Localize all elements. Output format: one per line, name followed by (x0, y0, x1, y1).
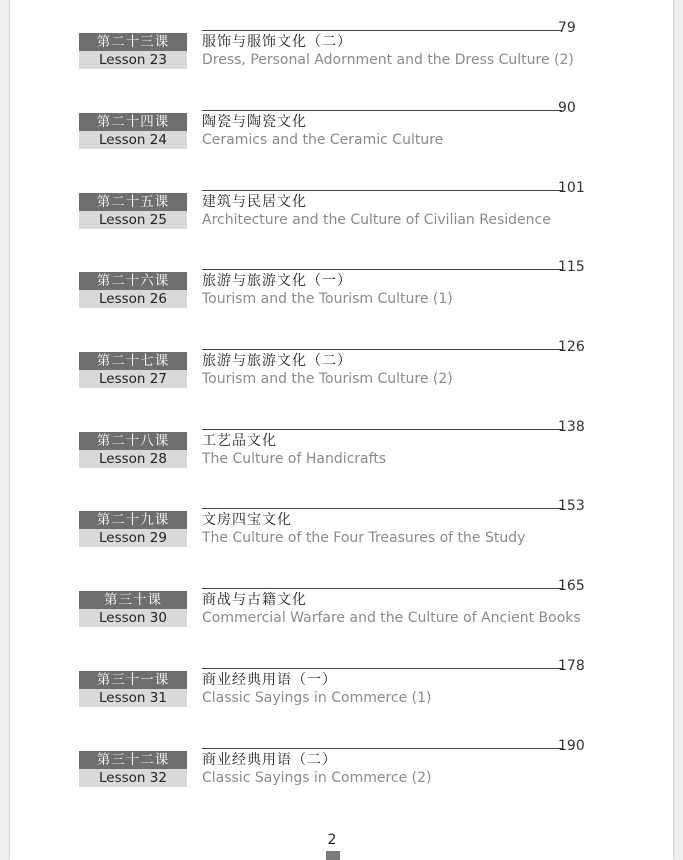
leader-line (202, 588, 562, 589)
page-number: 138 (558, 419, 585, 435)
lesson-title-english: Ceramics and the Ceramic Culture (202, 132, 444, 148)
page-number: 101 (558, 180, 585, 196)
lesson-badge-english: Lesson 29 (79, 529, 187, 547)
toc-entry[interactable] (10, 100, 673, 148)
toc-entry[interactable] (10, 419, 673, 467)
leader-line (202, 429, 562, 430)
lesson-title-chinese: 商战与古籍文化 (202, 592, 307, 608)
lesson-badge-english: Lesson 23 (79, 51, 187, 69)
page-number: 115 (558, 259, 585, 275)
lesson-title-chinese: 旅游与旅游文化（一） (202, 273, 352, 289)
lesson-badge-chinese: 第三十一课 (79, 671, 187, 689)
lesson-title-chinese: 工艺品文化 (202, 433, 277, 449)
leader-line (202, 190, 562, 191)
lesson-badge-chinese: 第二十四课 (79, 113, 187, 131)
lesson-title-english: Tourism and the Tourism Culture (2) (202, 371, 453, 387)
toc-page (10, 0, 673, 860)
toc-entry[interactable] (10, 498, 673, 546)
page-number: 190 (558, 738, 585, 754)
toc-entry[interactable] (10, 578, 673, 626)
lesson-title-english: The Culture of Handicrafts (202, 451, 387, 467)
lesson-badge-english: Lesson 30 (79, 609, 187, 627)
page-number: 79 (558, 20, 576, 36)
footer-marker (326, 851, 340, 860)
page-number: 126 (558, 339, 585, 355)
leader-line (202, 748, 562, 749)
toc-entry[interactable] (10, 259, 673, 307)
page-number: 178 (558, 658, 585, 674)
lesson-badge-english: Lesson 27 (79, 370, 187, 388)
lesson-title-chinese: 服饰与服饰文化（二） (202, 34, 352, 50)
lesson-title-chinese: 建筑与民居文化 (202, 194, 307, 210)
toc-entry[interactable] (10, 339, 673, 387)
page-number: 165 (558, 578, 585, 594)
page-number: 153 (558, 498, 585, 514)
lesson-title-english: Classic Sayings in Commerce (2) (202, 770, 432, 786)
lesson-title-chinese: 陶瓷与陶瓷文化 (202, 114, 307, 130)
lesson-badge-english: Lesson 25 (79, 211, 187, 229)
leader-line (202, 110, 562, 111)
lesson-badge-chinese: 第三十课 (79, 591, 187, 609)
lesson-badge-chinese: 第三十二课 (79, 751, 187, 769)
lesson-title-english: Dress, Personal Adornment and the Dress Culture (2) (202, 52, 574, 68)
lesson-badge-english: Lesson 24 (79, 131, 187, 149)
lesson-badge-english: Lesson 32 (79, 769, 187, 787)
lesson-title-chinese: 文房四宝文化 (202, 512, 292, 528)
lesson-badge-chinese: 第二十九课 (79, 511, 187, 529)
lesson-title-english: Tourism and the Tourism Culture (1) (202, 291, 453, 307)
leader-line (202, 269, 562, 270)
lesson-badge-english: Lesson 28 (79, 450, 187, 468)
lesson-badge-chinese: 第二十五课 (79, 193, 187, 211)
lesson-badge-chinese: 第二十三课 (79, 33, 187, 51)
footer-page-number: 2 (327, 832, 337, 848)
lesson-title-english: Architecture and the Culture of Civilian Residence (202, 212, 551, 228)
lesson-title-chinese: 旅游与旅游文化（二） (202, 353, 352, 369)
lesson-title-english: Commercial Warfare and the Culture of Ancient Books (202, 610, 581, 626)
leader-line (202, 349, 562, 350)
toc-entry[interactable] (10, 658, 673, 706)
lesson-badge-english: Lesson 31 (79, 689, 187, 707)
lesson-title-chinese: 商业经典用语（二） (202, 752, 337, 768)
lesson-title-english: The Culture of the Four Treasures of the Study (202, 530, 526, 546)
lesson-title-english: Classic Sayings in Commerce (1) (202, 690, 432, 706)
toc-entry[interactable] (10, 20, 673, 68)
lesson-badge-english: Lesson 26 (79, 290, 187, 308)
leader-line (202, 668, 562, 669)
leader-line (202, 508, 562, 509)
toc-entry[interactable] (10, 738, 673, 786)
leader-line (202, 30, 562, 31)
page-number: 90 (558, 100, 576, 116)
lesson-title-chinese: 商业经典用语（一） (202, 672, 337, 688)
toc-entry[interactable] (10, 180, 673, 228)
lesson-badge-chinese: 第二十八课 (79, 432, 187, 450)
lesson-badge-chinese: 第二十七课 (79, 352, 187, 370)
lesson-badge-chinese: 第二十六课 (79, 272, 187, 290)
